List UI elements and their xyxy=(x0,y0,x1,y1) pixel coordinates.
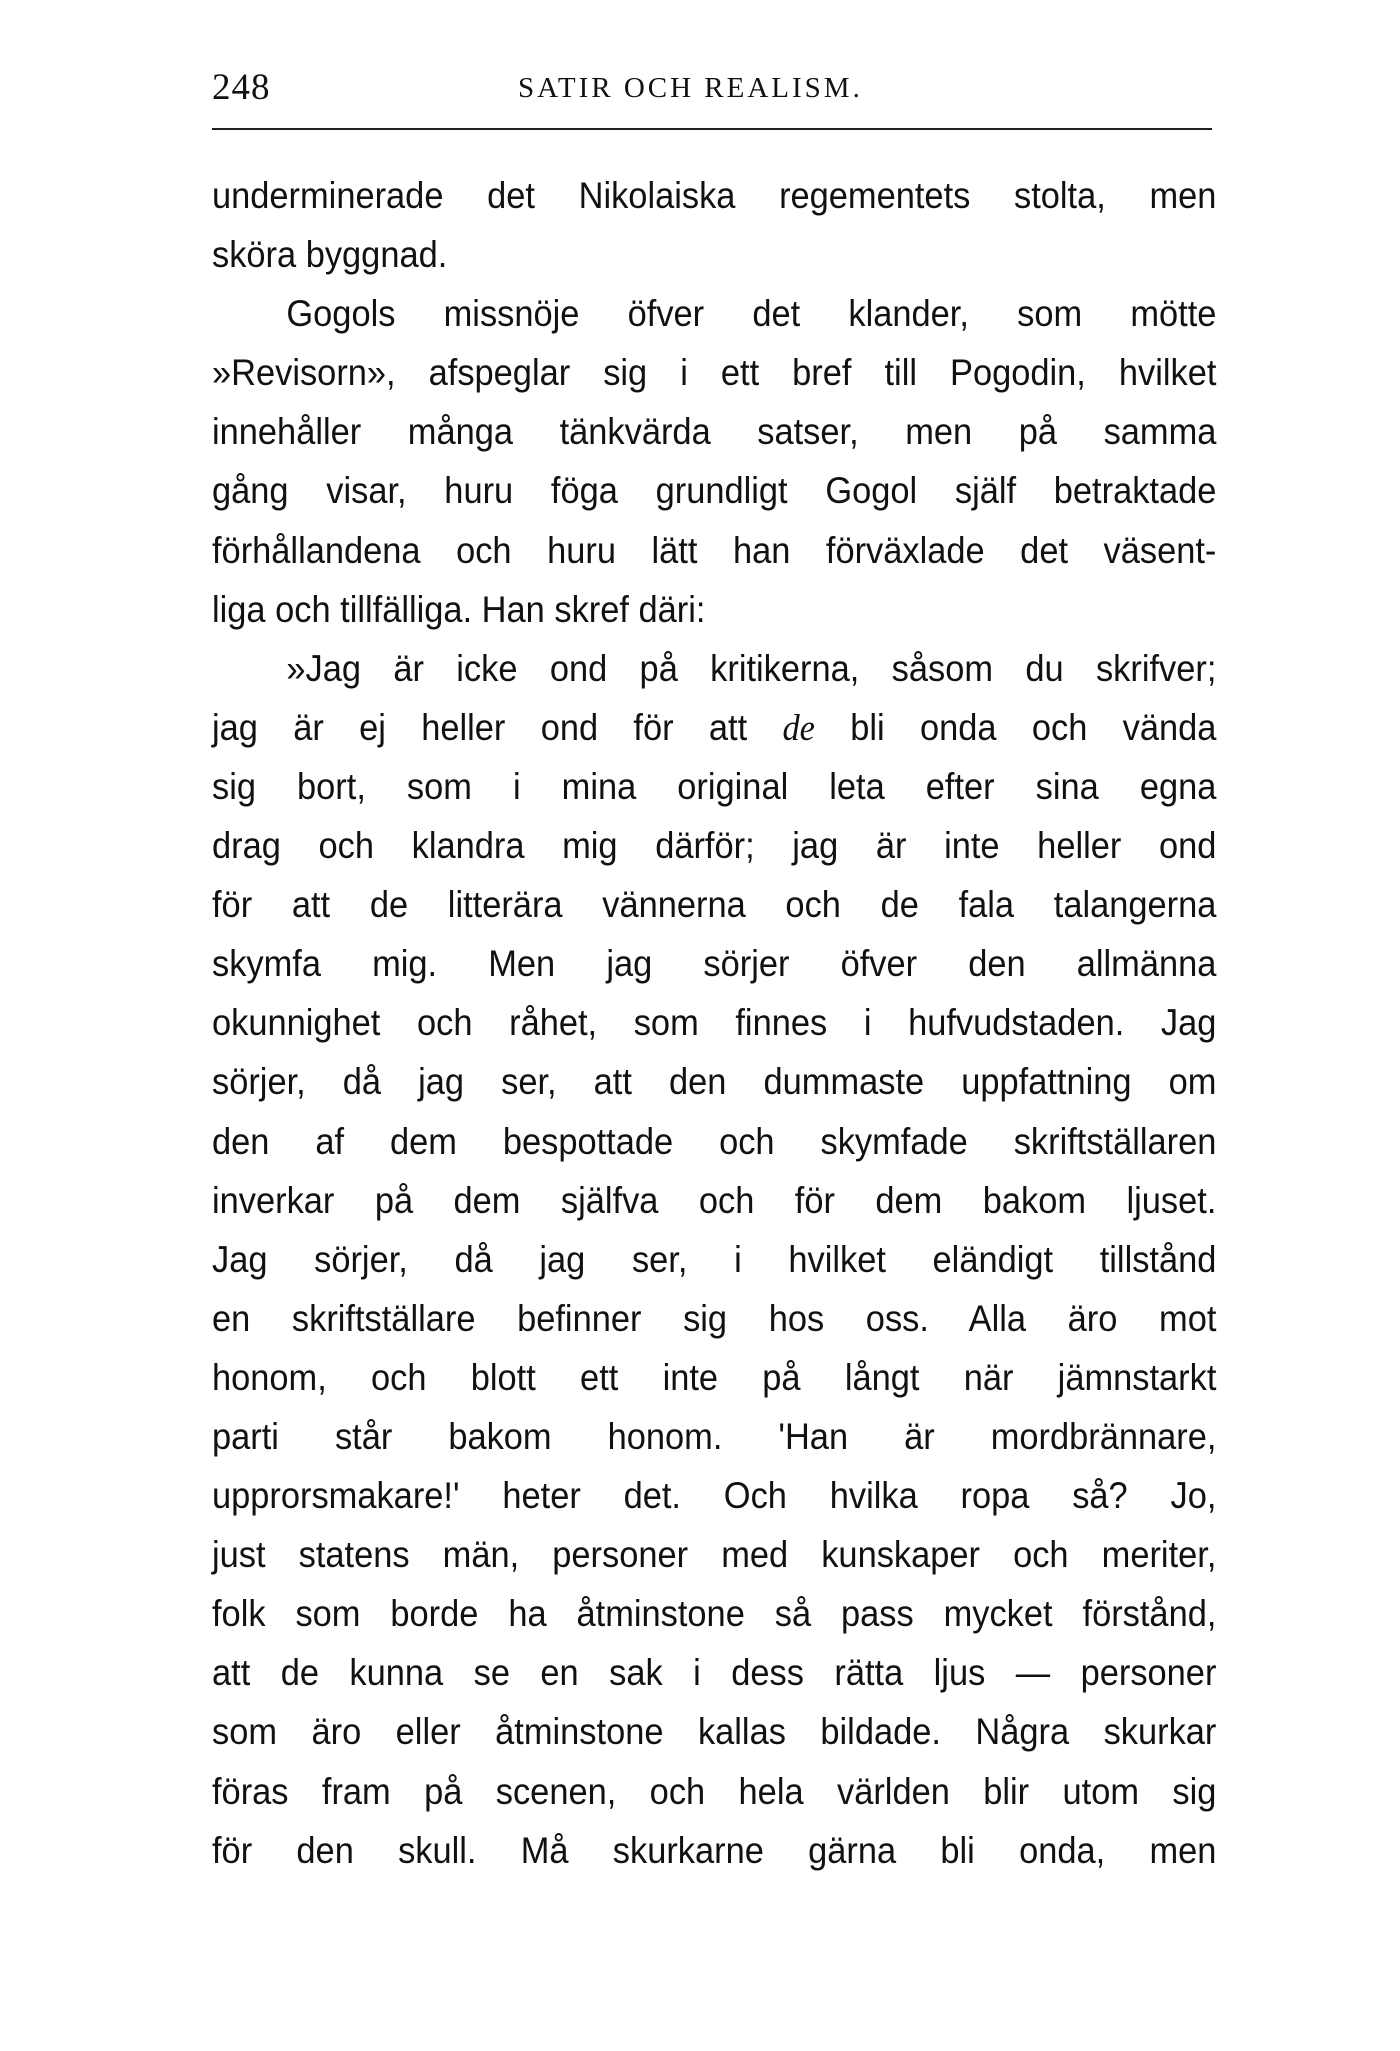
header-rule xyxy=(212,128,1212,130)
text-line: som äro eller åtminstone kallas bildade. Några skurkar xyxy=(212,1711,1217,1753)
text-line: »Jag är icke ond på kritikerna, såsom du skrifver; xyxy=(286,647,1217,689)
text-line: en skriftställare befinner sig hos oss. Alla äro mot xyxy=(212,1297,1217,1339)
running-head: SATIR OCH REALISM. xyxy=(518,72,863,104)
text-line: sköra byggnad. xyxy=(212,234,448,276)
text-segment: jag är ej heller ond för att xyxy=(212,706,748,748)
text-line: att de kunna se en sak i dess rätta ljus — personer xyxy=(212,1652,1217,1694)
text-line: »Revisorn», afspeglar sig i ett bref till Pogodin, hvilket xyxy=(212,352,1217,394)
text-line: för att de litterära vännerna och de fala talangerna xyxy=(212,884,1217,926)
text-line: liga och tillfälliga. Han skref däri: xyxy=(212,588,706,630)
text-line: okunnighet och råhet, som finnes i hufvudstaden. Jag xyxy=(212,1002,1217,1044)
text-line: den af dem bespottade och skymfade skriftställaren xyxy=(212,1120,1217,1162)
text-line: underminerade det Nikolaiska regementets stolta, men xyxy=(212,175,1217,216)
text-line: gång visar, huru föga grundligt Gogol själf betraktade xyxy=(212,470,1217,512)
text-line: skymfa mig. Men jag sörjer öfver den allmänna xyxy=(212,943,1217,985)
page-number: 248 xyxy=(212,67,271,108)
text-line: inverkar på dem själfva och för dem bakom ljuset. xyxy=(212,1179,1217,1221)
text-line: folk som borde ha åtminstone så pass mycket förstånd, xyxy=(212,1593,1217,1635)
text-line: för den skull. Må skurkarne gärna bli onda, men xyxy=(212,1829,1217,1871)
text-line: drag och klandra mig därför; jag är inte heller ond xyxy=(212,825,1217,867)
text-line: just statens män, personer med kunskaper och meriter, xyxy=(212,1534,1217,1576)
italic-word: de xyxy=(782,707,815,749)
text-line: parti står bakom honom. 'Han är mordbrännare, xyxy=(212,1415,1217,1457)
text-line: föras fram på scenen, och hela världen blir utom sig xyxy=(212,1770,1217,1812)
text-line: upprorsmakare!' heter det. Och hvilka ropa så? Jo, xyxy=(212,1475,1217,1517)
text-line: Jag sörjer, då jag ser, i hvilket eländigt tillstånd xyxy=(212,1238,1217,1280)
text-line: sig bort, som i mina original leta efter sina egna xyxy=(212,765,1217,807)
body-text xyxy=(212,166,1217,1880)
text-segment: bli onda och vända xyxy=(850,706,1217,748)
page-header xyxy=(212,60,1212,120)
text-line: innehåller många tänkvärda satser, men på samma xyxy=(212,411,1217,453)
text-line-with-italic xyxy=(212,698,1216,757)
text-line: sörjer, då jag ser, att den dummaste uppfattning om xyxy=(212,1061,1217,1103)
text-line: Gogols missnöje öfver det klander, som mötte xyxy=(286,293,1217,335)
text-line: honom, och blott ett inte på långt när jämnstarkt xyxy=(212,1356,1217,1398)
text-line: förhållandena och huru lätt han förväxlade det väsent- xyxy=(212,529,1217,571)
